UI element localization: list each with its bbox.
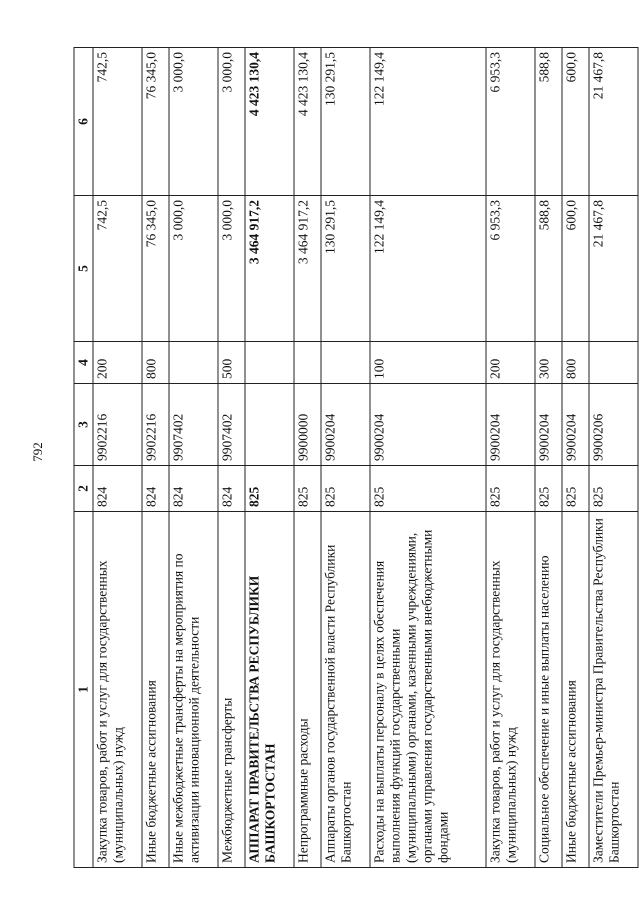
budget-table-container bbox=[74, 48, 639, 868]
table-row bbox=[562, 48, 589, 868]
row-amount-6-cell: 4 423 130,4 bbox=[294, 48, 321, 196]
row-amount-5-cell: 3 000,0 bbox=[169, 196, 218, 342]
row-amount-5-cell: 3 464 917,2 bbox=[245, 196, 294, 342]
row-code-4-cell bbox=[589, 342, 638, 384]
row-name-cell: Межбюджетные трансферты bbox=[218, 512, 245, 868]
row-amount-5-cell: 742,5 bbox=[93, 196, 142, 342]
row-code-2-cell: 824 bbox=[93, 466, 142, 512]
row-amount-5-cell: 76 345,0 bbox=[142, 196, 169, 342]
row-amount-6-cell: 3 000,0 bbox=[218, 48, 245, 196]
row-code-2-cell: 825 bbox=[589, 466, 638, 512]
row-code-3-cell: 9900204 bbox=[562, 384, 589, 466]
table-row bbox=[486, 48, 535, 868]
page-number: 792 bbox=[30, 442, 45, 462]
row-amount-5-cell: 21 467,8 bbox=[589, 196, 638, 342]
budget-table bbox=[74, 47, 639, 868]
row-amount-5-cell: 3 464 917,2 bbox=[294, 196, 321, 342]
row-code-3-cell: 9900204 bbox=[370, 384, 487, 466]
row-code-2-cell: 824 bbox=[142, 466, 169, 512]
row-code-2-cell: 825 bbox=[245, 466, 294, 512]
row-code-4-cell bbox=[294, 342, 321, 384]
table-row bbox=[93, 48, 142, 868]
column-header-2: 2 bbox=[74, 466, 93, 512]
table-body bbox=[93, 48, 638, 868]
row-name-cell: Закупка товаров, работ и услуг для государственных (муниципальных) нужд bbox=[93, 512, 142, 868]
row-name-cell: Закупка товаров, работ и услуг для государственных (муниципальных) нужд bbox=[486, 512, 535, 868]
row-code-3-cell: 9900204 bbox=[535, 384, 562, 466]
row-code-2-cell: 825 bbox=[321, 466, 370, 512]
row-code-2-cell: 824 bbox=[218, 466, 245, 512]
table-row bbox=[245, 48, 294, 868]
row-code-4-cell bbox=[245, 342, 294, 384]
row-code-4-cell bbox=[321, 342, 370, 384]
row-amount-5-cell: 588,8 bbox=[535, 196, 562, 342]
row-code-3-cell: 9907402 bbox=[169, 384, 218, 466]
row-code-3-cell: 9900204 bbox=[321, 384, 370, 466]
table-row bbox=[321, 48, 370, 868]
row-amount-6-cell: 4 423 130,4 bbox=[245, 48, 294, 196]
row-code-4-cell: 800 bbox=[142, 342, 169, 384]
row-code-2-cell: 825 bbox=[486, 466, 535, 512]
table-row bbox=[169, 48, 218, 868]
table-row bbox=[370, 48, 487, 868]
row-amount-6-cell: 21 467,8 bbox=[589, 48, 638, 196]
row-name-cell: Заместители Премьер-министра Правительства Республики Башкортостан bbox=[589, 512, 638, 868]
row-code-2-cell: 824 bbox=[169, 466, 218, 512]
row-code-2-cell: 825 bbox=[535, 466, 562, 512]
row-amount-6-cell: 76 345,0 bbox=[142, 48, 169, 196]
row-code-4-cell: 200 bbox=[93, 342, 142, 384]
row-name-cell: АППАРАТ ПРАВИТЕЛЬСТВА РЕСПУБЛИКИ БАШКОРТОСТАН bbox=[245, 512, 294, 868]
row-code-3-cell: 9907402 bbox=[218, 384, 245, 466]
table-header-row bbox=[74, 48, 93, 868]
row-amount-6-cell: 130 291,5 bbox=[321, 48, 370, 196]
row-amount-6-cell: 3 000,0 bbox=[169, 48, 218, 196]
row-amount-5-cell: 122 149,4 bbox=[370, 196, 487, 342]
column-header-4: 4 bbox=[74, 342, 93, 384]
table-row bbox=[294, 48, 321, 868]
table-row bbox=[218, 48, 245, 868]
column-header-3: 3 bbox=[74, 384, 93, 466]
row-name-cell: Расходы на выплаты персоналу в целях обеспечения выполнения функций государственными (муниципальными) органами, казенными учреждениями, органами управления государственными внебюджетными фондами bbox=[370, 512, 487, 868]
row-amount-5-cell: 600,0 bbox=[562, 196, 589, 342]
row-code-3-cell: 9900000 bbox=[294, 384, 321, 466]
table-row bbox=[589, 48, 638, 868]
row-amount-6-cell: 6 953,3 bbox=[486, 48, 535, 196]
row-code-4-cell bbox=[169, 342, 218, 384]
row-amount-6-cell: 742,5 bbox=[93, 48, 142, 196]
row-code-4-cell: 100 bbox=[370, 342, 487, 384]
row-amount-6-cell: 122 149,4 bbox=[370, 48, 487, 196]
row-code-3-cell bbox=[245, 384, 294, 466]
row-code-3-cell: 9900206 bbox=[589, 384, 638, 466]
row-code-3-cell: 9902216 bbox=[93, 384, 142, 466]
row-code-2-cell: 825 bbox=[370, 466, 487, 512]
column-header-1: 1 bbox=[74, 512, 93, 868]
row-name-cell: Иные межбюджетные трансферты на мероприятия по активизации инновационной деятельности bbox=[169, 512, 218, 868]
row-amount-5-cell: 6 953,3 bbox=[486, 196, 535, 342]
row-code-4-cell: 200 bbox=[486, 342, 535, 384]
row-name-cell: Социальное обеспечение и иные выплаты населению bbox=[535, 512, 562, 868]
row-code-2-cell: 825 bbox=[562, 466, 589, 512]
table-row bbox=[535, 48, 562, 868]
row-code-4-cell: 800 bbox=[562, 342, 589, 384]
row-code-2-cell: 825 bbox=[294, 466, 321, 512]
row-amount-6-cell: 600,0 bbox=[562, 48, 589, 196]
row-code-4-cell: 300 bbox=[535, 342, 562, 384]
column-header-6: 6 bbox=[74, 48, 93, 196]
row-code-3-cell: 9900204 bbox=[486, 384, 535, 466]
row-code-4-cell: 500 bbox=[218, 342, 245, 384]
row-name-cell: Иные бюджетные ассигнования bbox=[142, 512, 169, 868]
row-amount-6-cell: 588,8 bbox=[535, 48, 562, 196]
row-code-3-cell: 9902216 bbox=[142, 384, 169, 466]
row-name-cell: Непрограммные расходы bbox=[294, 512, 321, 868]
row-name-cell: Аппараты органов государственной власти Республики Башкортостан bbox=[321, 512, 370, 868]
table-row bbox=[142, 48, 169, 868]
row-name-cell: Иные бюджетные ассигнования bbox=[562, 512, 589, 868]
row-amount-5-cell: 130 291,5 bbox=[321, 196, 370, 342]
column-header-5: 5 bbox=[74, 196, 93, 342]
row-amount-5-cell: 3 000,0 bbox=[218, 196, 245, 342]
